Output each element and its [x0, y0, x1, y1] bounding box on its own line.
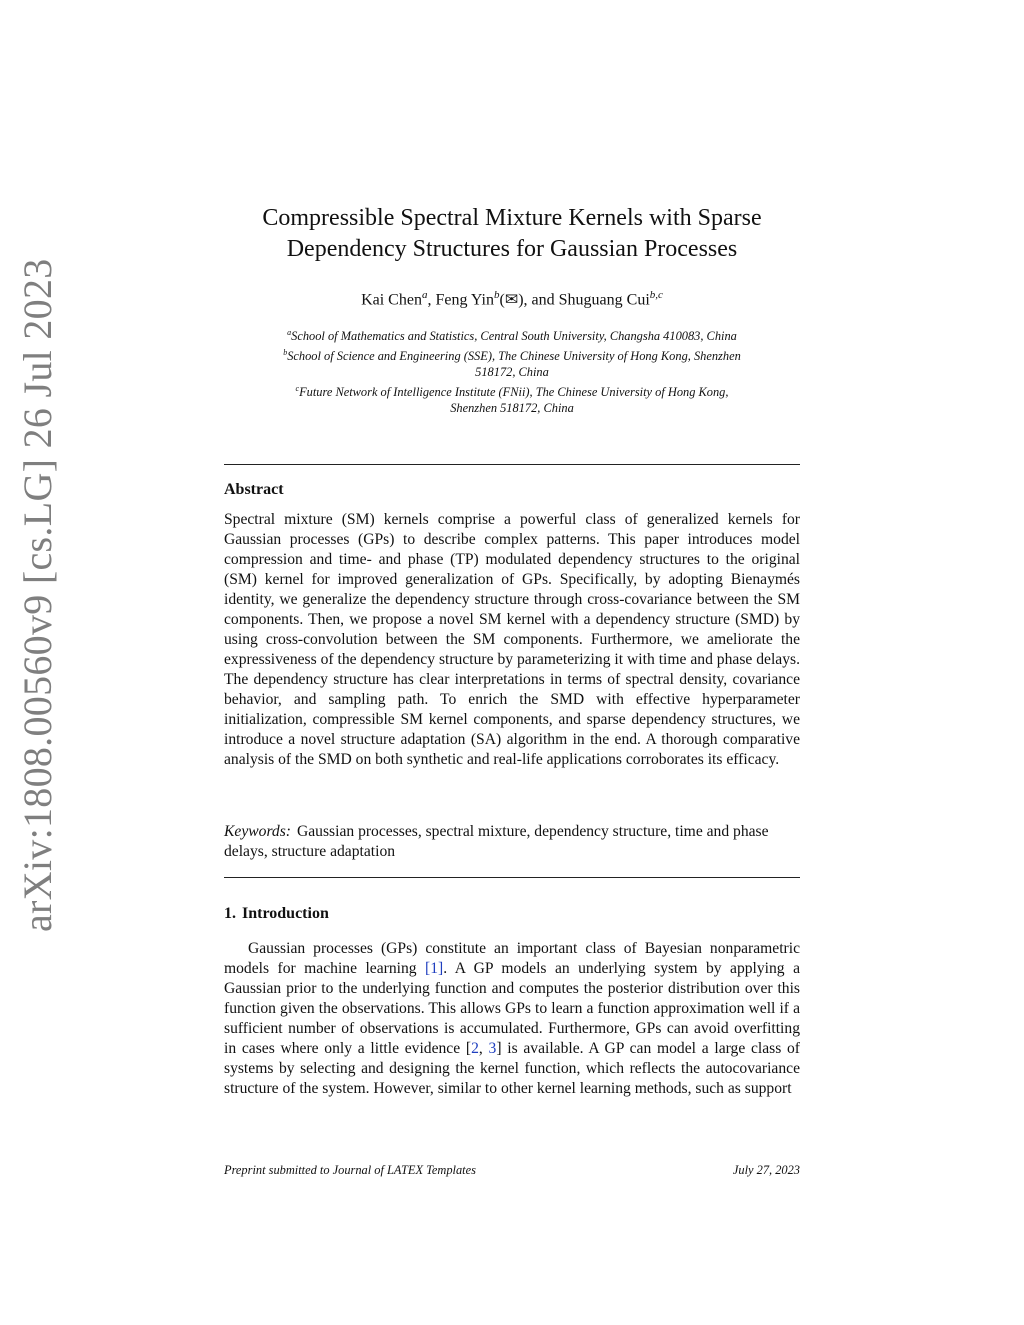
title-line-2: Dependency Structures for Gaussian Processes: [286, 236, 738, 262]
affiliation-b: [224, 345, 800, 365]
author-affil-mark: a: [421, 289, 428, 301]
keywords-label: Keywords:: [224, 823, 291, 840]
paper-title: [200, 203, 824, 265]
title-line-1: Compressible Spectral Mixture Kernels with Sparse: [262, 205, 762, 231]
author-affil-mark: b,c: [649, 289, 663, 301]
affiliation-c-cont: Shenzhen 518172, China: [450, 400, 574, 415]
author-name: Feng Yin: [435, 291, 494, 309]
affiliations: [224, 325, 800, 416]
keywords-text: Gaussian processes, spectral mixture, dependency structure, time and phase delays, structure adaptation: [224, 823, 769, 860]
paragraph-text: is available. A GP can model a large class of systems by selecting and designing the kernel function, which reflects the autocovariance structure of the system. However, similar to other kernel learning methods, such as support: [224, 1040, 800, 1097]
abstract-body: Spectral mixture (SM) kernels comprise a powerful class of generalized kernels for Gaussian processes (GPs) to describe complex patterns. This paper introduces model compression and time- and phase (TP) modulated dependency structures to the original (SM) kernel for improved generalization of GPs. Specifically, by adopting Bienaymés identity, we generalize the dependency structure through cross-covariance between the SM components. Then, we propose a novel SM kernel with a dependency structure (SMD) by using cross-convolution between the SM components. Furthermore, we ameliorate the expressiveness of the dependency structure by parameterizing it with time and phase delays. The dependency structure has clear interpretations in terms of spectral density, covariance behavior, and sampling path. To enrich the SMD with effective hyperparameter initialization, compressible SM kernel components, and sparse dependency structures, we introduce a novel structure adaptation (SA) algorithm in the end. A thorough comparative analysis of the SMD on both synthetic and real-life applications corroborates its efficacy.: [224, 511, 800, 768]
citation-link[interactable]: 2: [471, 1040, 479, 1057]
corresponding-author-icon: (✉): [499, 291, 524, 309]
abstract-bottom-rule: [224, 877, 800, 878]
affiliation-a: [224, 325, 800, 345]
affil-mark: a: [287, 328, 292, 337]
section-number: 1.: [224, 905, 236, 922]
affil-mark: c: [295, 383, 300, 393]
author-list: [200, 289, 824, 309]
abstract-top-rule: [224, 464, 800, 465]
paragraph-text: . A GP models an underlying system by applying a Gaussian prior to the underlying function and computes the posterior distribution over this function given the observations. This allows GPs to learn a function approximation well if a sufficient number of observations is accumulated. Furthermore, GPs can avoid overfitting in cases where only a little evidence: [224, 960, 800, 1057]
citation-separator: ,: [478, 1040, 489, 1057]
author-separator: ,: [427, 291, 436, 309]
footer-preprint-note: Preprint submitted to Journal of LATEX Templates: [224, 1163, 476, 1177]
affil-mark: b: [283, 347, 288, 357]
introduction-paragraph: [224, 939, 800, 1099]
affiliation-c: [224, 381, 800, 401]
keywords: [224, 822, 800, 862]
arxiv-stamp: arXiv:1808.00560v9 [cs.LG] 26 Jul 2023: [15, 258, 60, 932]
abstract-heading: Abstract: [224, 481, 284, 498]
section-heading-introduction: [224, 905, 329, 923]
paragraph-text: Gaussian processes (GPs) constitute an important class of Bayesian nonparametric models for machine learning: [224, 940, 800, 977]
section-title: Introduction: [242, 905, 329, 922]
author-name: Shuguang Cui: [558, 291, 650, 309]
author-affil-mark: b: [493, 289, 500, 301]
citation-link[interactable]: 3: [488, 1040, 497, 1057]
citation-bracket: [: [465, 1040, 472, 1057]
footer-date: July 27, 2023: [732, 1163, 800, 1177]
citation-link[interactable]: [1]: [425, 960, 444, 977]
affil-text: School of Science and Engineering (SSE), The Chinese University of Hong Kong, Shenzhen: [287, 349, 741, 364]
affil-text: School of Mathematics and Statistics, Central South University, Changsha 410083, China: [291, 329, 737, 344]
affiliation-b-cont: 518172, China: [475, 364, 549, 379]
citation-bracket: ]: [496, 1040, 502, 1057]
author-name: Kai Chen: [361, 291, 422, 309]
author-separator: , and: [523, 291, 559, 309]
affil-text: Future Network of Intelligence Institute (FNii), The Chinese University of Hong Kong,: [299, 384, 729, 399]
